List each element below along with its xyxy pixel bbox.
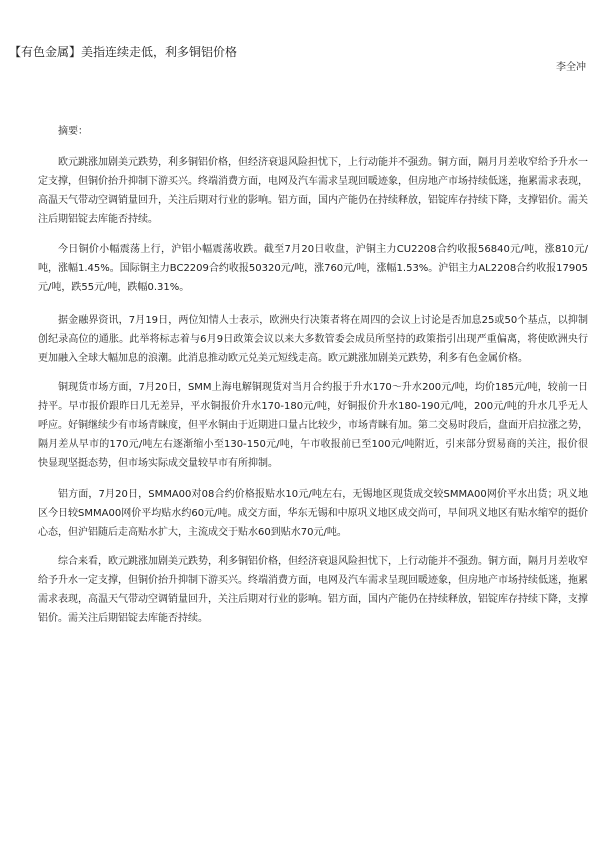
aluminum-spot-paragraph: 铝方面，7月20日，SMMA00对08合约价格报贴水10元/吨左右，无锡地区现货成交较SMMA00网价平水出货；巩义地区今日较SMMA00网价平均贴水约60元/吨。成交方面，华东无锡和中原巩义地区成交尚可，早间巩义地区有贴水缩窄的挺价心态，但沪铝随后走高贴水扩大，主流成交于贴水60到贴水70元/吨。 bbox=[38, 489, 588, 538]
document-title: 【有色金属】美指连续走低，利多铜铝价格 bbox=[9, 45, 238, 59]
conclusion-paragraph: 综合来看，欧元跳涨加剧美元跌势，利多铜铝价格，但经济衰退风险担忧下，上行动能并不强劲。铜方面，隔月月差收窄给予升水一定支撑，但铜价抬升抑制下游买兴。终端消费方面，电网及汽车需求呈现回暖迹象，但房地产市场持续低迷，拖累需求表现，高温天气带动空调销量回升，关注后期对行业的影响。铝方面，国内产能仍在持续释放，铝锭库存持续下降，支撑铝价。需关注后期铝锭去库能否持续。 bbox=[38, 556, 588, 624]
author-name: 李全冲 bbox=[556, 62, 586, 73]
price-paragraph: 今日铜价小幅震荡上行，沪铝小幅震荡收跌。截至7月20日收盘，沪铜主力CU2208合约收报56840元/吨，涨810元/吨，涨幅1.45%。国际铜主力BC2209合约收报50320元/吨，涨760元/吨，涨幅1.53%。沪铝主力AL2208合约收报17905元/吨，跌55元/吨，跌幅0.31%。 bbox=[38, 244, 588, 293]
abstract-label: 摘要： bbox=[58, 126, 88, 137]
summary-paragraph: 欧元跳涨加剧美元跌势，利多铜铝价格，但经济衰退风险担忧下，上行动能并不强劲。铜方面，隔月月差收窄给予升水一定支撑，但铜价抬升抑制下游买兴。终端消费方面，电网及汽车需求呈现回暖迹象，但房地产市场持续低迷，拖累需求表现，高温天气带动空调销量回升，关注后期对行业的影响。铝方面，国内产能仍在持续释放，铝锭库存持续下降，支撑铝价。需关注后期铝锭去库能否持续。 bbox=[38, 157, 588, 225]
copper-spot-paragraph: 铜现货市场方面，7月20日，SMM上海电解铜现货对当月合约报于升水170～升水200元/吨，均价185元/吨，较前一日持平。早市报价跟昨日几无差异，平水铜报价升水170-180元/吨，好铜报价升水180-190元/吨，200元/吨的升水几乎无人呼应。好铜继续少有市场青睐度，但平水铜由于近期进口量占比较少，市场青睐有加。第二交易时段后，盘面开启拉涨之势，隔月差从早市的170元/吨左右逐渐缩小至130-150元/吨，午市收报前已至100元/吨附近，引来部分贸易商的关注，报价很快显现坚挺态势，但市场实际成交量较早市有所抑制。 bbox=[38, 382, 588, 469]
document-body bbox=[38, 122, 588, 628]
macro-news-paragraph: 据金融界资讯，7月19日，两位知情人士表示，欧洲央行决策者将在周四的会议上讨论是否加息25或50个基点，以抑制创纪录高位的通胀。此举将标志着与6月9日政策会议以来大多数管委会成员所坚持的政策指引出现严重偏离，将使欧洲央行更加融入全球大幅加息的浪潮。此消息推动欧元兑美元短线走高。欧元跳涨加剧美元跌势，利多有色金属价格。 bbox=[38, 315, 588, 364]
